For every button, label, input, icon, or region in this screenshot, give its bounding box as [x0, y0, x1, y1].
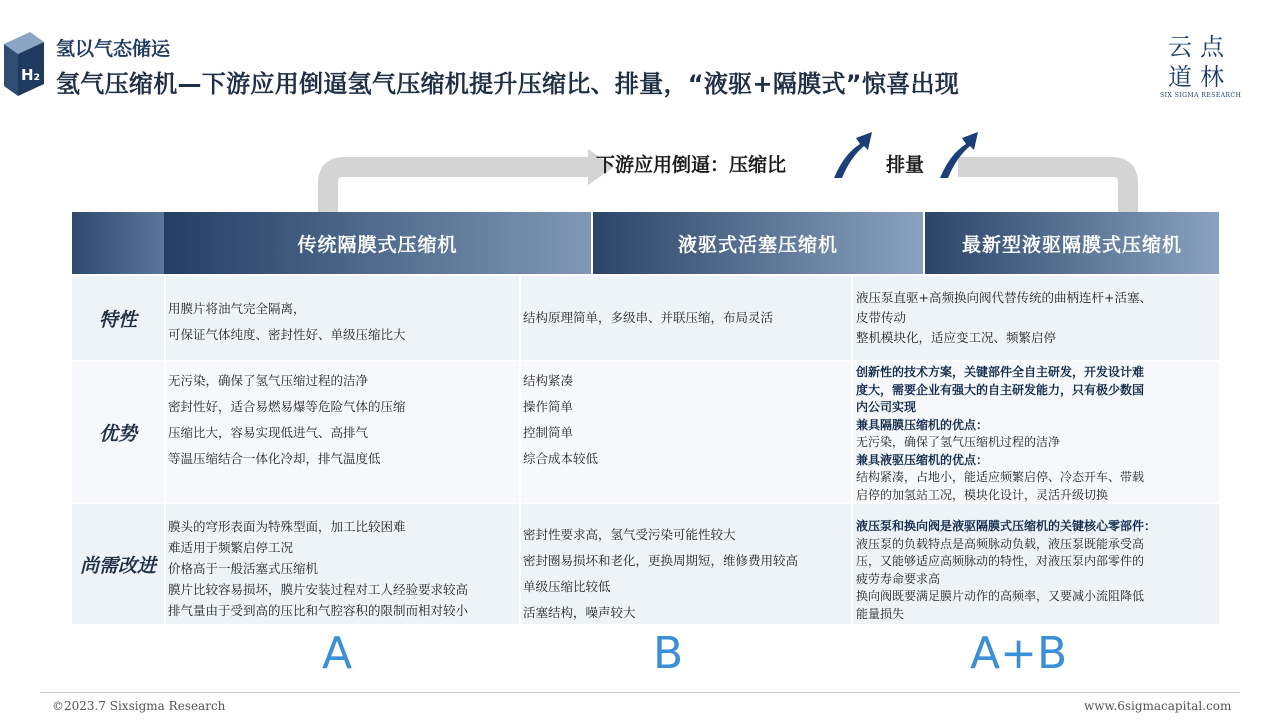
column-divider	[164, 276, 166, 624]
cell-line: 密封圈易损坏和老化，更换周期短，维修费用较高	[523, 553, 799, 568]
cell-line: 内公司实现	[856, 400, 917, 414]
cell-line: 液压泵和换向阀是液驱隔膜式压缩机的关键核心零部件：	[856, 519, 1157, 533]
row-label-features: 特性	[98, 308, 137, 331]
cell-line: 操作简单	[523, 399, 574, 414]
cell-line: 压缩比大，容易实现低进气、高排气	[168, 425, 369, 440]
cell-line: 创新性的技术方案，关键部件全自主研发，开发设计难	[856, 365, 1145, 379]
cell-line: 用膜片将油气完全隔离，	[168, 301, 306, 316]
cell-line: 膜片比较容易损坏，膜片安装过程对工人经验要求较高	[168, 582, 469, 597]
cell-line: 液压泵的负载特点是高频脉动负载，液压泵既能承受高	[856, 536, 1145, 551]
cell-line: 能量损失	[856, 606, 905, 621]
cell-line: 排气量由于受到高的压比和气腔容积的限制而相对较小	[168, 603, 469, 618]
table-header	[72, 212, 1219, 274]
footer-divider	[40, 692, 1240, 693]
cell-line: 膜头的穹形表面为特殊型面，加工比较困难	[168, 519, 406, 534]
cell-features-b	[523, 305, 773, 331]
cell-line: 换向阀既要满足膜片动作的高频率，又要减小流阻降低	[856, 589, 1145, 603]
page-title: 氢气压缩机—下游应用倒逼氢气压缩机提升压缩比、排量，“液驱+隔膜式”惊喜出现	[56, 70, 960, 98]
cell-features-a	[168, 296, 406, 348]
column-divider	[851, 276, 853, 624]
cell-line: 无污染，确保了氢气压缩机过程的洁净	[856, 435, 1061, 449]
header-blank-cell	[72, 212, 164, 274]
cell-line: 控制简单	[523, 425, 574, 440]
cell-line: 价格高于一般活塞式压缩机	[168, 561, 319, 576]
up-arrow-icon	[830, 128, 874, 180]
column-letter-ab: A+B	[970, 628, 1068, 679]
cell-line: 活塞结构，噪声较大	[523, 605, 636, 620]
logo-subtext: SIX SIGMA RESEARCH	[1160, 92, 1242, 99]
row-label-improvements: 尚需改进	[79, 554, 156, 577]
cell-line: 压，又能够适应高频脉动的特性，对液压泵内部零件的	[856, 554, 1145, 568]
cell-line: 液压泵直驱+高频换向阀代替传统的曲柄连杆+活塞、	[856, 290, 1152, 305]
cell-line: 皮带传动	[856, 310, 907, 325]
cell-line: 等温压缩结合一体化冷却，排气温度低	[168, 451, 381, 466]
cell-line: 兼具隔膜压缩机的优点：	[856, 417, 989, 432]
cell-line: 疲劳寿命要求高	[856, 571, 941, 586]
cell-line: 密封性要求高，氢气受污染可能性较大	[523, 527, 736, 542]
up-arrow-icon	[936, 128, 980, 180]
cell-line: 单级压缩比较低	[523, 579, 611, 594]
cell-line: 整机模块化，适应变工况、频繁启停	[856, 330, 1057, 345]
cell-line: 难适用于频繁启停工况	[168, 540, 294, 555]
cell-advantages-c	[856, 364, 1144, 504]
cell-line: 结构紧凑	[523, 373, 574, 388]
section-subtitle: 氢以气态储运	[56, 38, 171, 60]
column-header-piston: 液驱式活塞压缩机	[593, 212, 923, 274]
flow-label-ratio: 下游应用倒逼：压缩比	[596, 154, 787, 176]
cell-improvements-a	[168, 516, 468, 621]
cell-line: 度大，需要企业有强大的自主研发能力，只有极少数国	[856, 382, 1145, 397]
cell-line: 结构原理简单，多级串、并联压缩，布局灵活	[523, 310, 774, 325]
cell-advantages-a	[168, 368, 406, 472]
column-letter-a: A	[322, 628, 353, 679]
cell-line: 启停的加氢站工况，模块化设计，灵活升级切换	[856, 487, 1109, 502]
footer-copyright: ©2023.7 Sixsigma Research	[52, 699, 226, 713]
brand-logo	[1160, 32, 1240, 104]
column-header-hydraulic-diaphragm: 最新型液驱隔膜式压缩机	[925, 212, 1219, 274]
cell-line: 综合成本较低	[523, 451, 599, 466]
logo-line1: 云点	[1168, 33, 1232, 61]
cell-line: 兼具液驱压缩机的优点：	[856, 452, 989, 467]
row-label-advantages: 优势	[98, 422, 137, 445]
column-divider	[519, 276, 521, 624]
cell-line: 密封性好，适合易燃易爆等危险气体的压缩	[168, 399, 406, 414]
h2-badge-text: H₂	[21, 66, 41, 84]
column-letter-b: B	[653, 628, 684, 679]
logo-line2: 道林	[1168, 63, 1232, 91]
cell-advantages-b	[523, 368, 598, 472]
cell-line: 可保证气体纯度、密封性好、单级压缩比大	[168, 327, 406, 342]
column-header-diaphragm: 传统隔膜式压缩机	[164, 212, 591, 274]
footer-website[interactable]: www.6sigmacapital.com	[1084, 699, 1232, 713]
cell-improvements-c	[856, 518, 1156, 623]
cell-line: 无污染，确保了氢气压缩过程的洁净	[168, 373, 369, 388]
cell-features-c	[856, 288, 1152, 348]
cell-line: 结构紧凑，占地小，能适应频繁启停、冷态开车、带载	[856, 470, 1145, 484]
flow-label-volume: 排量	[886, 154, 925, 176]
h2-cube-icon	[0, 30, 48, 100]
cell-improvements-b	[523, 522, 798, 626]
